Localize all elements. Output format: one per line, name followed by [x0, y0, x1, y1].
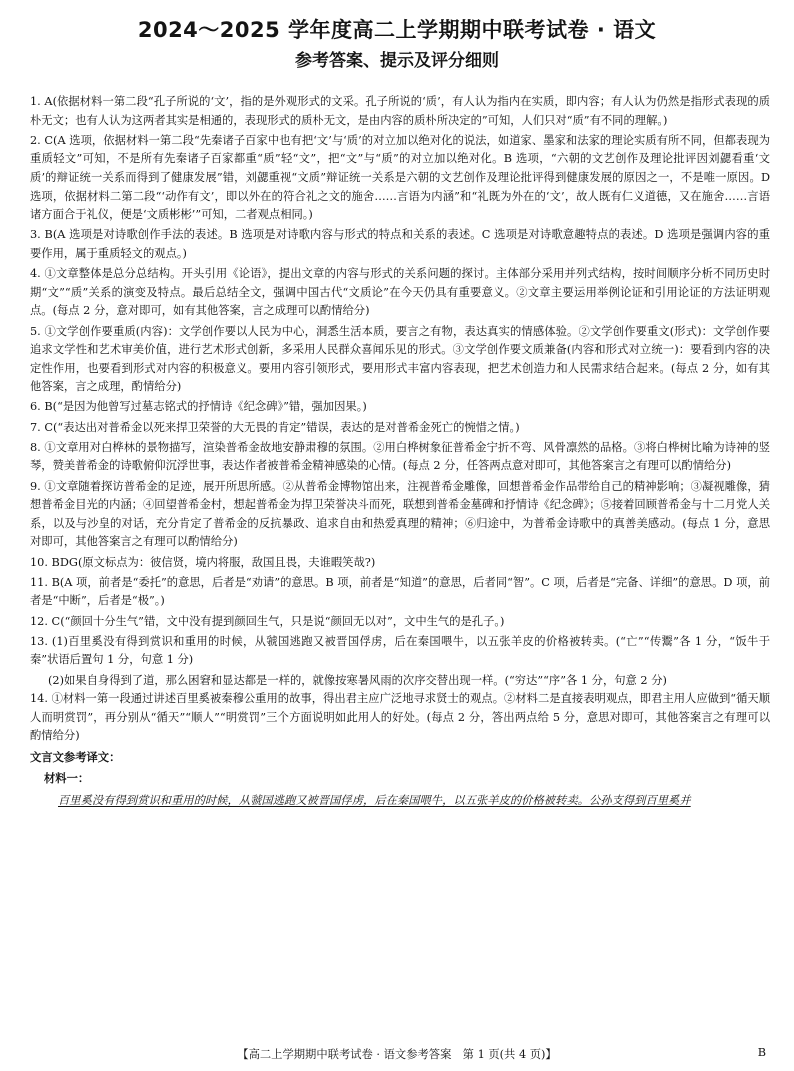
answer-item-9: 9. ①文章随着探访普希金的足迹，展开所思所感。②从普希金博物馆出来，注视普希金雕像，回想普希金作品带给自己的精神影响；③凝视雕像，猜想普希金目光的内涵；④回望普希金村，想起普希金为捍卫荣誉决斗而死，联想到普希金墓碑和抒情诗《纪念碑》；⑤接着回顾普希金与十二月党人关系，以及与沙皇的对话，充分肯定了普希金的反抗暴政、追求自由和热爱真理的精神；⑥归途中，为普希金诗歌中的真善美感动。(每点 1 分，意思对即可，其他答案言之有理可以酌情给分) — [30, 479, 770, 549]
answer-item-10: 10. BDG(原文标点为：彼信贤，境内将服，敌国且畏，夫谁暇笑哉?) — [30, 555, 376, 569]
answer-item-13-part-2: (2)如果自身得到了道，那么困窘和显达都是一样的，就像按寒暑风雨的次序交替出现一样。(“穷达”“序”各 1 分，句意 2 分) — [48, 673, 667, 687]
answer-item-13: 13. (1)百里奚没有得到赏识和重用的时候，从虢国逃跑又被晋国俘虏，后在秦国喂牛，以五张羊皮的价格被转卖。(“亡”“传鬻”各 1 分，“饭牛于秦”状语后置句 1 分，句意 1 分) — [30, 634, 770, 667]
translation-heading: 文言文参考译文： — [30, 750, 121, 764]
material-one-label: 材料一： — [44, 771, 90, 785]
answer-item-5: 5. ①文学创作要重质(内容)：文学创作要以人民为中心，洞悉生活本质，要言之有物，表达真实的情感体验。②文学创作要重文(形式)：文学创作要追求文学性和艺术审美价值，进行艺术形式创新，多采用人民群众喜闻乐见的形式。③文学创作要文质兼备(内容和形式对立统一)：要看到内容的决定性作用，也要看到形式对内容的积极意义。要用内容引领形式，要用形式丰富内容表现，把艺术创造力和人民需求结合起来。(每点 2 分，如有其他答案，言之成理，酌情给分) — [30, 324, 770, 394]
translation-text: 百里奚没有得到赏识和重用的时候，从虢国逃跑又被晋国俘虏，后在秦国喂牛，以五张羊皮的价格被转卖。公孙支得到百里奚并 — [58, 794, 691, 808]
footer-version-mark: B — [757, 1046, 766, 1059]
page-subtitle: 参考答案、提示及评分细则 — [295, 51, 499, 71]
page-title: 2024～2025 学年度高二上学期期中联考试卷 · 语文 — [137, 18, 657, 42]
answer-item-8: 8. ①文章用对白桦林的景物描写，渲染普希金故地安静肃穆的氛围。②用白桦树象征普希金宁折不弯、风骨凛然的品格。③将白桦树比喻为诗神的竖琴，赞美普希金的诗歌俯仰沉浮世事，表达作者被普希金精神感染的心情。(每点 2 分，任答两点意对即可，其他答案言之有理可以酌情给分) — [30, 440, 770, 473]
answer-item-6: 6. B(“是因为他曾写过墓志铭式的抒情诗《纪念碑》”错，强加因果。) — [30, 400, 367, 414]
answer-item-4: 4. ①文章整体是总分总结构。开头引用《论语》，提出文章的内容与形式的关系问题的探讨。主体部分采用并列式结构，按时间顺序分析不同历史时期“文”“质”关系的演变及特点。最后总结全文，强调中国古代“文质论”在今天仍具有重要意义。②文章主要运用举例论证和引用论证的方法证明观点。(每点 2 分，意对即可，如有其他答案，言之成理可以酌情给分) — [30, 267, 770, 318]
footer-page-info: 【高二上学期期中联考试卷 · 语文参考答案 第 1 页(共 4 页)】 — [237, 1048, 557, 1061]
answer-item-12: 12. C(“颜回十分生气”错，文中没有提到颜回生气，只是说“颜回无以对”，文中生气的是孔子。) — [30, 614, 505, 628]
answer-item-2: 2. C(A 选项，依据材料一第二段“先秦诸子百家中也有把‘文’与‘质’的对立加以绝对化的说法，如道家、墨家和法家的理论实质有所不同，但都表现为重质轻文”可知，不是所有先秦诸子百家都重“质”轻“文”，把“文”与“质”的对立加以绝对化。B 选项，“六朝的文艺创作及理论批评因刘勰看重‘文质’的辩证统一关系而得到了健康发展”错，刘勰重视“文质”辩证统一关系是六朝的文艺创作及理论批评得到健康发展的原因之一，不是唯一原因。D 选项，依据材料二第二段“‘动作有文’，即以外在的符合礼之文的施舍……言语为内涵”和“礼既为外在的‘文’，故人既有仁义道德，又在施舍……言语诸方面合于礼仪，便是‘文质彬彬’”可知，二者观点相同。) — [30, 133, 770, 222]
answer-item-3: 3. B(A 选项是对诗歌创作手法的表述。B 选项是对诗歌内容与形式的特点和关系的表述。C 选项是对诗歌意趣特点的表述。D 选项是强调内容的重要作用，属于重质轻文的观点。) — [30, 228, 770, 260]
answer-list — [30, 93, 770, 811]
answer-item-1: 1. A(依据材料一第二段“孔子所说的‘文’，指的是外观形式的文采。孔子所说的‘质’，有人认为指内在实质，即内容；有人认为仍然是指形式表现的质朴无文；也有人认为这两者其实是相通的，表现形式的质朴无文，是由内容的质朴所决定的”可知，人们只对“质”有不同的理解。) — [30, 95, 770, 127]
answer-item-14: 14. ①材料一第一段通过讲述百里奚被秦穆公重用的故事，得出君主应广泛地寻求贤士的观点。②材料二是直接表明观点，即君主用人应做到“循天顺人而明赏罚”，再分别从“循天”“顺人”“明赏罚”三个方面说明如此用人的好处。(每点 2 分，答出两点给 5 分，意思对即可，其他答案言之有理可以酌情给分) — [30, 692, 770, 743]
answer-item-7: 7. C(“表达出对普希金以死来捍卫荣誉的大无畏的肯定”错误，表达的是对普希金死亡的惋惜之情。) — [30, 420, 520, 434]
answer-item-11: 11. B(A 项，前者是“委托”的意思，后者是“劝请”的意思。B 项，前者是“知道”的意思，后者同“智”。C 项，后者是“完备、详细”的意思。D 项，前者是“中断”，后者是“极”。) — [30, 575, 770, 608]
